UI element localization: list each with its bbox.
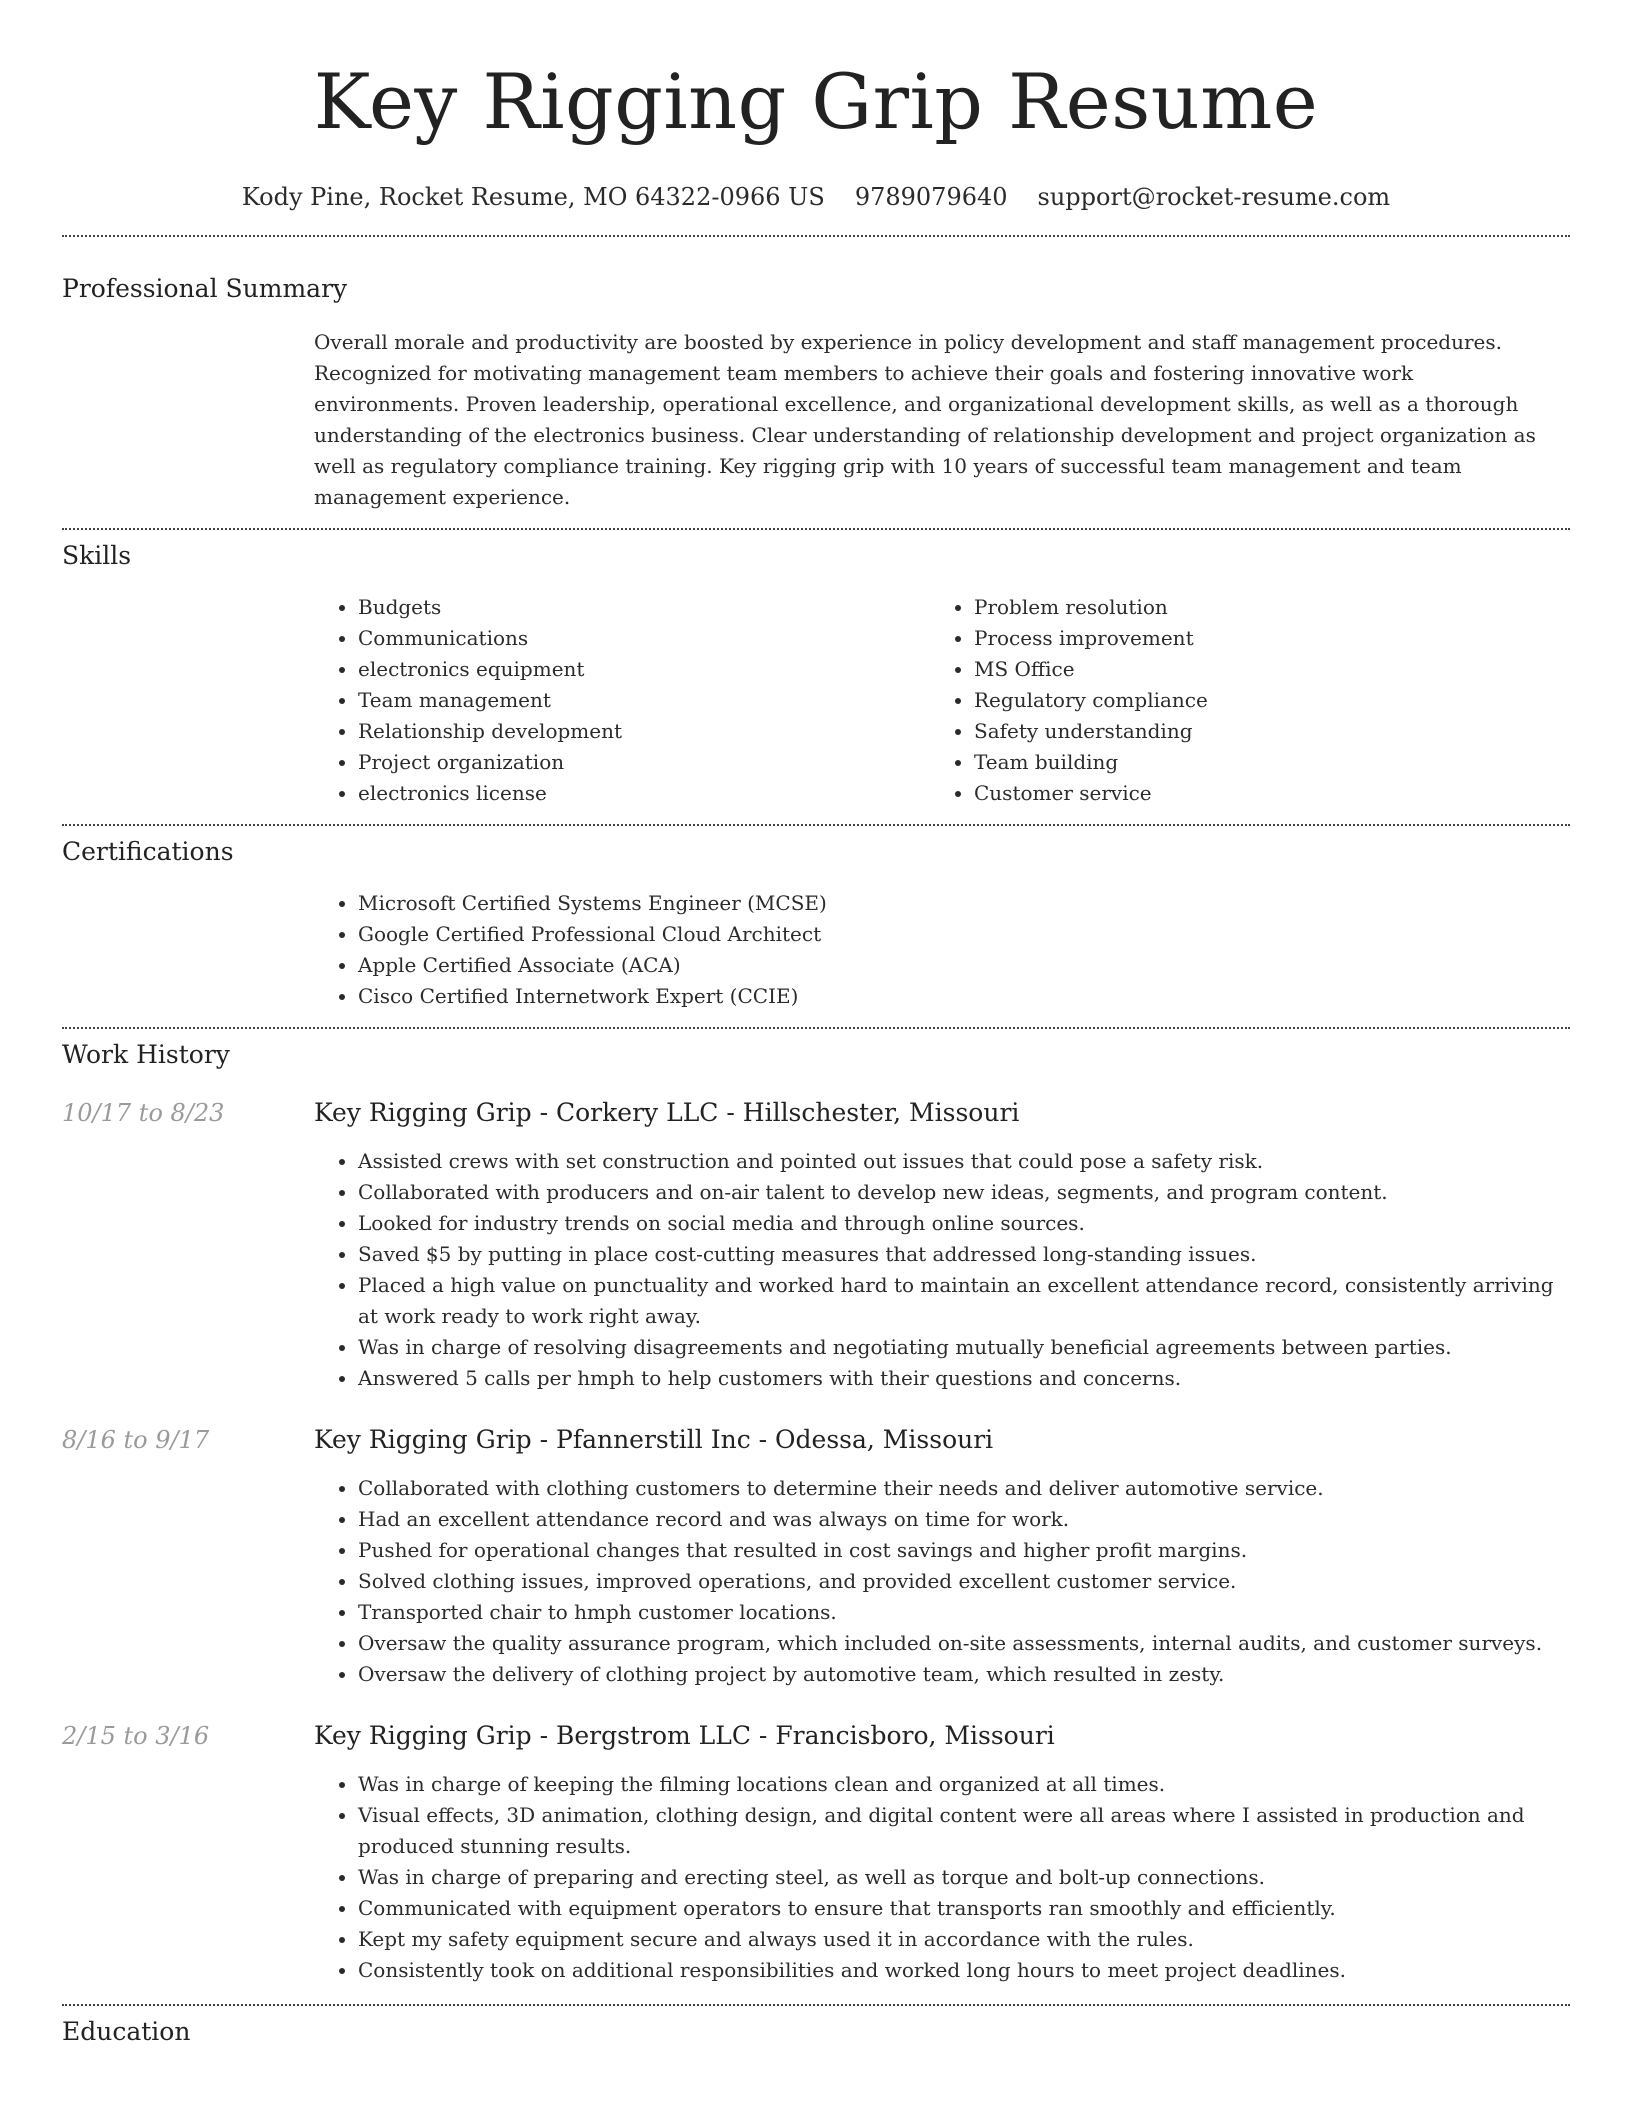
section-divider [62, 528, 1570, 530]
skill-item: • Customer service [974, 778, 1546, 809]
skill-item: • Safety understanding [974, 716, 1546, 747]
job-bullet: • Collaborated with clothing customers to determine their needs and deliver automotive service. [358, 1473, 1570, 1504]
skill-item: • Relationship development [358, 716, 930, 747]
job-bullet: • Visual effects, 3D animation, clothing design, and digital content were all areas where I assisted in production and produced stunning results. [358, 1800, 1570, 1862]
contact-phone: 9789079640 [854, 183, 1008, 211]
work-history-heading: Work History [62, 1040, 230, 1069]
skill-item: • Project organization [358, 747, 930, 778]
job-bullet: • Had an excellent attendance record and was always on time for work. [358, 1504, 1570, 1535]
resume-title: Key Rigging Grip Resume [313, 57, 1319, 146]
skills-column-left [314, 592, 930, 809]
skill-item: • Communications [358, 623, 930, 654]
skill-item: • MS Office [974, 654, 1546, 685]
job-bullets [314, 1473, 1570, 1690]
certifications-heading: Certifications [62, 837, 234, 866]
skill-item: • Process improvement [974, 623, 1546, 654]
summary-text: Overall morale and productivity are boosted by experience in policy development and staff management procedures. Recognized for motivating management team members to achieve their goals and fostering innovative work environments. Proven leadership, operational excellence, and organizational development skills, as well as a thorough understanding of the electronics business. Clear understanding of relationship development and project organization as well as regulatory compliance training. Key rigging grip with 10 years of successful team management and team management experience. [314, 330, 1536, 509]
job-bullet: • Was in charge of preparing and erecting steel, as well as torque and bolt-up connections. [358, 1862, 1570, 1893]
job-bullet: • Oversaw the delivery of clothing project by automotive team, which resulted in zesty. [358, 1659, 1570, 1690]
job-bullet: • Oversaw the quality assurance program, which included on-site assessments, internal audits, and customer surveys. [358, 1628, 1570, 1659]
job-bullet: • Transported chair to hmph customer locations. [358, 1597, 1570, 1628]
job-entry [62, 1720, 1570, 1986]
job-bullet: • Consistently took on additional responsibilities and worked long hours to meet project deadlines. [358, 1955, 1570, 1986]
summary-heading: Professional Summary [62, 274, 348, 303]
job-bullet: • Assisted crews with set construction and pointed out issues that could pose a safety risk. [358, 1146, 1570, 1177]
skills-list [314, 592, 1570, 809]
section-divider [62, 1027, 1570, 1029]
contact-email: support@rocket-resume.com [1037, 183, 1391, 211]
job-dates: 10/17 to 8/23 [62, 1099, 225, 1127]
job-bullet: • Solved clothing issues, improved operations, and provided excellent customer service. [358, 1566, 1570, 1597]
job-dates: 2/15 to 3/16 [62, 1722, 210, 1750]
skill-item: • electronics equipment [358, 654, 930, 685]
job-bullet: • Kept my safety equipment secure and always used it in accordance with the rules. [358, 1924, 1570, 1955]
skills-column-right [930, 592, 1546, 809]
job-bullet: • Was in charge of keeping the filming locations clean and organized at all times. [358, 1769, 1570, 1800]
section-divider [62, 824, 1570, 826]
contact-line [62, 182, 1570, 212]
job-bullet: • Was in charge of resolving disagreements and negotiating mutually beneficial agreements between parties. [358, 1332, 1570, 1363]
job-bullet: • Collaborated with producers and on-air talent to develop new ideas, segments, and program content. [358, 1177, 1570, 1208]
job-bullet: • Answered 5 calls per hmph to help customers with their questions and concerns. [358, 1363, 1570, 1394]
education-heading: Education [62, 2017, 191, 2046]
job-title: Key Rigging Grip - Pfannerstill Inc - Odessa, Missouri [314, 1425, 994, 1454]
skills-heading: Skills [62, 541, 132, 570]
job-bullet: • Saved $5 by putting in place cost-cutting measures that addressed long-standing issues. [358, 1239, 1570, 1270]
certification-item: • Google Certified Professional Cloud Architect [358, 919, 1570, 950]
certification-item: • Apple Certified Associate (ACA) [358, 950, 1570, 981]
job-title: Key Rigging Grip - Corkery LLC - Hillschester, Missouri [314, 1098, 1020, 1127]
skill-item: • electronics license [358, 778, 930, 809]
job-bullet: • Placed a high value on punctuality and worked hard to maintain an excellent attendance record, consistently arriving at work ready to work right away. [358, 1270, 1570, 1332]
section-divider [62, 2004, 1570, 2006]
skill-item: • Budgets [358, 592, 930, 623]
skill-item: • Team management [358, 685, 930, 716]
job-dates: 8/16 to 9/17 [62, 1426, 210, 1454]
job-bullets [314, 1146, 1570, 1394]
contact-address: Kody Pine, Rocket Resume, MO 64322-0966 US [241, 183, 825, 211]
certification-item: • Microsoft Certified Systems Engineer (MCSE) [358, 888, 1570, 919]
job-bullet: • Pushed for operational changes that resulted in cost savings and higher profit margins. [358, 1535, 1570, 1566]
skill-item: • Regulatory compliance [974, 685, 1546, 716]
certification-item: • Cisco Certified Internetwork Expert (CCIE) [358, 981, 1570, 1012]
job-bullet: • Communicated with equipment operators to ensure that transports ran smoothly and efficiently. [358, 1893, 1570, 1924]
skill-item: • Team building [974, 747, 1546, 778]
section-divider [62, 235, 1570, 237]
job-entry [62, 1097, 1570, 1394]
job-entry [62, 1424, 1570, 1690]
job-bullets [314, 1769, 1570, 1986]
job-bullet: • Looked for industry trends on social media and through online sources. [358, 1208, 1570, 1239]
job-title: Key Rigging Grip - Bergstrom LLC - Francisboro, Missouri [314, 1721, 1055, 1750]
certifications-list [314, 888, 1570, 1012]
skill-item: • Problem resolution [974, 592, 1546, 623]
